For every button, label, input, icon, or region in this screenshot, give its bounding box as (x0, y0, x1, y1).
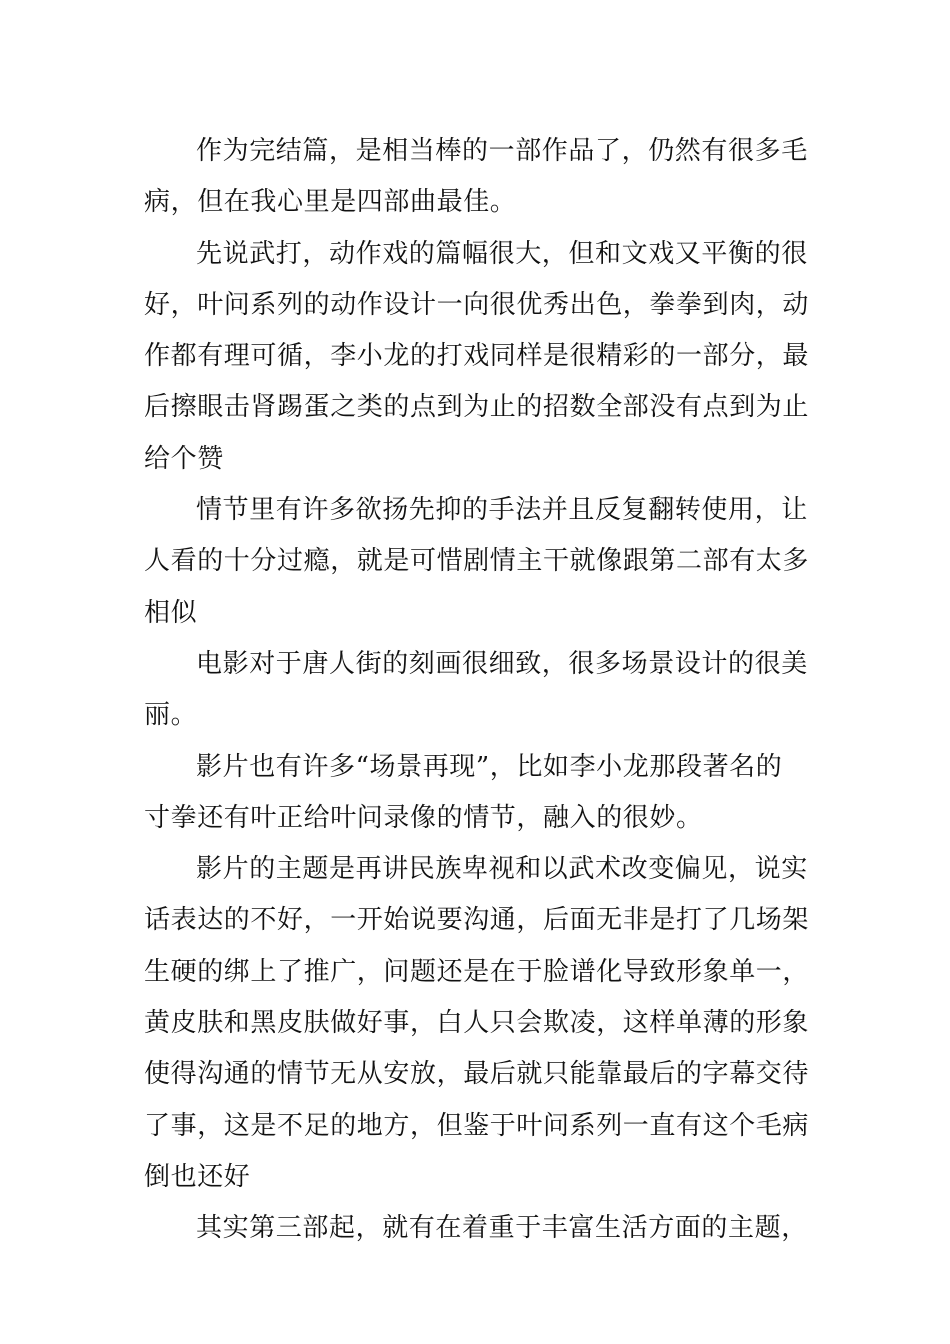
text-line: 丽。 (144, 700, 198, 731)
paragraph-4 (144, 639, 812, 742)
text-line: 话表达的不好，一开始说要沟通，后面无非是打了几场架 (144, 905, 810, 936)
paragraph-2 (144, 229, 812, 485)
text-line: 好，叶问系列的动作设计一向很优秀出色，拳拳到肉，动 (144, 289, 810, 320)
text-line: 电影对于唐人街的刻画很细致，很多场景设计的很美 (196, 648, 808, 679)
paragraph-7 (144, 1203, 812, 1254)
text-line: 倒也还好 (144, 1161, 251, 1192)
text-line: 作都有理可循，李小龙的打戏同样是很精彩的一部分，最 (144, 341, 810, 372)
text-line: 情节里有许多欲扬先抑的手法并且反复翻转使用，让 (196, 495, 808, 526)
text-line: 使得沟通的情节无从安放，最后就只能靠最后的字幕交待 (144, 1059, 810, 1090)
text-line: 给个赞 (144, 443, 224, 474)
text-line: 后擦眼击肾踢蛋之类的点到为止的招数全部没有点到为止 (144, 392, 810, 423)
text-line: 其实第三部起，就有在着重于丰富生活方面的主题， (196, 1213, 808, 1244)
paragraph-1 (144, 126, 812, 229)
text-line: 黄皮肤和黑皮肤做好事，白人只会欺凌，这样单薄的形象 (144, 1008, 810, 1039)
text-line: 病，但在我心里是四部曲最佳。 (144, 187, 517, 218)
document-body (144, 126, 812, 1255)
text-line: 作为完结篇，是相当棒的一部作品了，仍然有很多毛 (196, 136, 808, 166)
text-line: 影片也有许多“场景再现”，比如李小龙那段著名的 (196, 751, 783, 782)
paragraph-5 (144, 742, 812, 845)
text-line: 生硬的绑上了推广，问题还是在于脸谱化导致形象单一， (144, 956, 810, 987)
text-line: 相似 (144, 597, 198, 628)
paragraph-6 (144, 844, 812, 1203)
text-line: 影片的主题是再讲民族卑视和以武术改变偏见，说实 (196, 854, 808, 885)
paragraph-3 (144, 485, 812, 639)
text-line: 了事，这是不足的地方，但鉴于叶问系列一直有这个毛病 (144, 1110, 810, 1141)
text-line: 先说武打，动作戏的篇幅很大，但和文戏又平衡的很 (196, 238, 808, 269)
text-line: 寸拳还有叶正给叶问录像的情节，融入的很妙。 (144, 802, 703, 833)
text-line: 人看的十分过瘾，就是可惜剧情主干就像跟第二部有太多 (144, 546, 810, 577)
